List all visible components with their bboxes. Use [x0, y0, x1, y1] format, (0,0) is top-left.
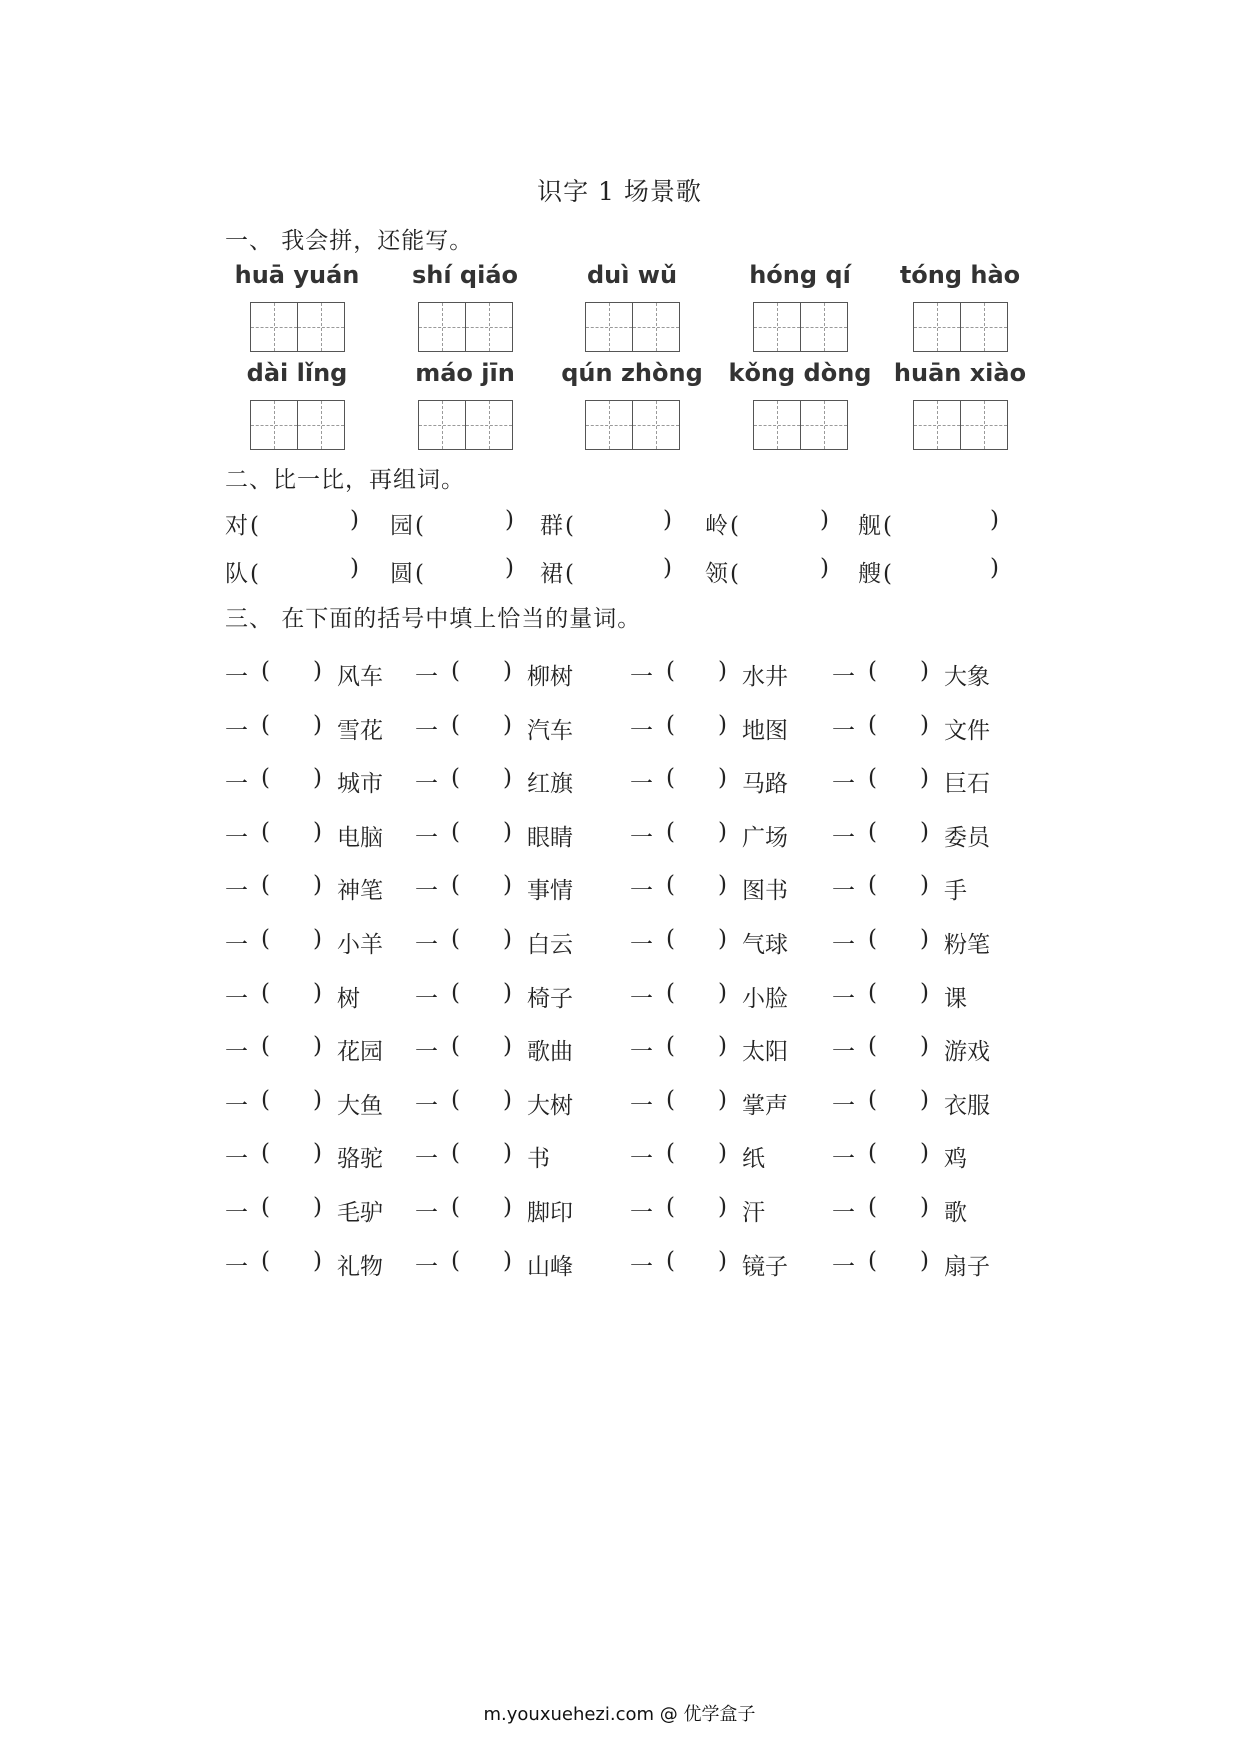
close-paren: )	[920, 658, 929, 684]
measure-prefix: 一	[832, 1039, 855, 1065]
close-paren: )	[920, 1248, 929, 1274]
noun-text: 眼睛	[527, 825, 573, 851]
close-paren: )	[503, 658, 512, 684]
compare-char: 裙	[540, 561, 563, 587]
pinyin-item	[212, 356, 382, 453]
open-paren: (	[666, 1140, 675, 1166]
pinyin-item	[212, 258, 382, 355]
close-paren: )	[920, 1194, 929, 1220]
section3-heading: 三、 在下面的括号中填上恰当的量词。	[225, 606, 642, 632]
noun-text: 马路	[742, 771, 788, 797]
measure-prefix: 一	[832, 932, 855, 958]
measure-prefix: 一	[630, 986, 653, 1012]
noun-text: 委员	[944, 825, 990, 851]
noun-text: 事情	[527, 878, 573, 904]
compare-item[interactable]	[390, 507, 514, 540]
measure-prefix: 一	[415, 932, 438, 958]
close-paren: )	[503, 926, 512, 952]
close-paren: )	[350, 507, 359, 533]
pinyin-item	[875, 258, 1045, 355]
compare-item[interactable]	[540, 507, 672, 540]
noun-text: 毛驴	[337, 1200, 383, 1226]
noun-text: 大象	[944, 664, 990, 690]
noun-text: 城市	[337, 771, 383, 797]
close-paren: )	[350, 555, 359, 581]
writing-box[interactable]	[418, 302, 513, 352]
close-paren: )	[990, 507, 999, 533]
writing-box[interactable]	[913, 302, 1008, 352]
open-paren: (	[868, 1194, 877, 1220]
close-paren: )	[503, 980, 512, 1006]
measure-prefix: 一	[415, 1146, 438, 1172]
open-paren: (	[261, 712, 270, 738]
writing-box-square[interactable]	[960, 303, 1007, 351]
noun-text: 大树	[527, 1093, 573, 1119]
pinyin-text: hóng qí	[749, 261, 851, 289]
noun-text: 山峰	[527, 1254, 573, 1280]
noun-text: 歌曲	[527, 1039, 573, 1065]
open-paren: (	[261, 980, 270, 1006]
measure-prefix: 一	[415, 718, 438, 744]
open-paren: (	[451, 765, 460, 791]
measure-prefix: 一	[225, 718, 248, 744]
noun-text: 地图	[742, 718, 788, 744]
close-paren: )	[718, 1087, 727, 1113]
footer-watermark: m.youxuehezi.com @ 优学盒子	[483, 1704, 756, 1725]
noun-text: 柳树	[527, 664, 573, 690]
writing-box-square[interactable]	[419, 401, 465, 449]
measure-prefix: 一	[225, 932, 248, 958]
pinyin-item	[715, 356, 885, 453]
measure-prefix: 一	[630, 932, 653, 958]
measure-prefix: 一	[832, 664, 855, 690]
measure-prefix: 一	[225, 878, 248, 904]
open-paren: (	[261, 1033, 270, 1059]
open-paren: (	[451, 926, 460, 952]
close-paren: )	[503, 819, 512, 845]
noun-text: 小脸	[742, 986, 788, 1012]
open-paren: (	[451, 1248, 460, 1274]
measure-prefix: 一	[832, 986, 855, 1012]
close-paren: )	[313, 926, 322, 952]
measure-prefix: 一	[225, 1200, 248, 1226]
noun-text: 神笔	[337, 878, 383, 904]
noun-text: 课	[944, 986, 967, 1012]
noun-text: 白云	[527, 932, 573, 958]
measure-prefix: 一	[832, 1093, 855, 1119]
measure-prefix: 一	[630, 1039, 653, 1065]
measure-prefix: 一	[225, 825, 248, 851]
noun-text: 图书	[742, 878, 788, 904]
close-paren: )	[313, 712, 322, 738]
compare-item[interactable]	[225, 507, 359, 540]
open-paren: (	[666, 872, 675, 898]
writing-box-square[interactable]	[297, 401, 344, 449]
noun-text: 游戏	[944, 1039, 990, 1065]
writing-box-square[interactable]	[960, 401, 1007, 449]
open-paren: (	[883, 513, 892, 539]
noun-text: 气球	[742, 932, 788, 958]
measure-prefix: 一	[415, 771, 438, 797]
open-paren: (	[666, 1194, 675, 1220]
open-paren: (	[868, 1087, 877, 1113]
measure-prefix: 一	[832, 718, 855, 744]
noun-text: 花园	[337, 1039, 383, 1065]
compare-char: 园	[390, 513, 413, 539]
noun-text: 椅子	[527, 986, 573, 1012]
close-paren: )	[718, 872, 727, 898]
close-paren: )	[718, 1194, 727, 1220]
measure-prefix: 一	[832, 825, 855, 851]
open-paren: (	[451, 1140, 460, 1166]
pinyin-item	[380, 258, 550, 355]
measure-prefix: 一	[630, 718, 653, 744]
measure-prefix: 一	[832, 1146, 855, 1172]
open-paren: (	[565, 561, 574, 587]
compare-char: 圆	[390, 561, 413, 587]
noun-text: 镜子	[742, 1254, 788, 1280]
close-paren: )	[313, 1033, 322, 1059]
open-paren: (	[666, 765, 675, 791]
close-paren: )	[820, 507, 829, 533]
close-paren: )	[313, 1248, 322, 1274]
close-paren: )	[920, 1033, 929, 1059]
pinyin-text: dài lǐng	[246, 359, 348, 387]
open-paren: (	[666, 980, 675, 1006]
writing-box-square[interactable]	[914, 303, 960, 351]
writing-box-square[interactable]	[800, 401, 847, 449]
close-paren: )	[718, 1033, 727, 1059]
measure-prefix: 一	[225, 1254, 248, 1280]
writing-box[interactable]	[418, 400, 513, 450]
noun-text: 骆驼	[337, 1146, 383, 1172]
pinyin-item	[547, 258, 717, 355]
measure-prefix: 一	[832, 771, 855, 797]
writing-box[interactable]	[585, 400, 680, 450]
close-paren: )	[313, 1140, 322, 1166]
measure-prefix: 一	[630, 1254, 653, 1280]
close-paren: )	[313, 1194, 322, 1220]
measure-prefix: 一	[630, 664, 653, 690]
writing-box-square[interactable]	[800, 303, 847, 351]
close-paren: )	[920, 765, 929, 791]
close-paren: )	[503, 712, 512, 738]
open-paren: (	[261, 872, 270, 898]
section2-heading: 二、比一比，再组词。	[225, 467, 465, 493]
open-paren: (	[666, 926, 675, 952]
compare-char: 对	[225, 513, 248, 539]
close-paren: )	[313, 980, 322, 1006]
measure-prefix: 一	[415, 664, 438, 690]
compare-char: 群	[540, 513, 563, 539]
compare-item[interactable]	[540, 555, 672, 588]
pinyin-text: kǒng dòng	[728, 359, 872, 387]
noun-text: 歌	[944, 1200, 967, 1226]
open-paren: (	[666, 658, 675, 684]
open-paren: (	[868, 658, 877, 684]
open-paren: (	[868, 1033, 877, 1059]
writing-box[interactable]	[753, 302, 848, 352]
compare-item[interactable]	[858, 507, 999, 540]
writing-box[interactable]	[913, 400, 1008, 450]
close-paren: )	[718, 1248, 727, 1274]
close-paren: )	[503, 1140, 512, 1166]
measure-prefix: 一	[630, 878, 653, 904]
open-paren: (	[451, 980, 460, 1006]
compare-item[interactable]	[705, 555, 829, 588]
section1-heading: 一、 我会拼，还能写。	[225, 228, 474, 254]
measure-prefix: 一	[832, 1200, 855, 1226]
close-paren: )	[920, 712, 929, 738]
compare-char: 舰	[858, 513, 881, 539]
close-paren: )	[920, 980, 929, 1006]
open-paren: (	[868, 819, 877, 845]
writing-box-square[interactable]	[251, 401, 297, 449]
writing-box-square[interactable]	[914, 401, 960, 449]
compare-char: 领	[705, 561, 728, 587]
close-paren: )	[313, 658, 322, 684]
close-paren: )	[920, 1087, 929, 1113]
writing-box-square[interactable]	[419, 303, 465, 351]
open-paren: (	[451, 712, 460, 738]
open-paren: (	[261, 1087, 270, 1113]
noun-text: 小羊	[337, 932, 383, 958]
noun-text: 电脑	[337, 825, 383, 851]
measure-prefix: 一	[630, 1093, 653, 1119]
close-paren: )	[718, 712, 727, 738]
open-paren: (	[666, 712, 675, 738]
noun-text: 广场	[742, 825, 788, 851]
compare-char: 岭	[705, 513, 728, 539]
open-paren: (	[868, 926, 877, 952]
pinyin-item	[380, 356, 550, 453]
compare-char: 队	[225, 561, 248, 587]
noun-text: 粉笔	[944, 932, 990, 958]
writing-box[interactable]	[250, 302, 345, 352]
close-paren: )	[820, 555, 829, 581]
noun-text: 脚印	[527, 1200, 573, 1226]
close-paren: )	[313, 765, 322, 791]
pinyin-text: qún zhòng	[561, 359, 703, 387]
close-paren: )	[503, 872, 512, 898]
open-paren: (	[868, 872, 877, 898]
close-paren: )	[920, 926, 929, 952]
measure-prefix: 一	[415, 986, 438, 1012]
noun-text: 鸡	[944, 1146, 967, 1172]
noun-text: 纸	[742, 1146, 765, 1172]
page-title: 识字 1 场景歌	[537, 177, 702, 206]
pinyin-item	[715, 258, 885, 355]
open-paren: (	[415, 513, 424, 539]
open-paren: (	[666, 1033, 675, 1059]
writing-box-square[interactable]	[754, 401, 800, 449]
open-paren: (	[883, 561, 892, 587]
close-paren: )	[990, 555, 999, 581]
pinyin-item	[547, 356, 717, 453]
close-paren: )	[718, 980, 727, 1006]
measure-prefix: 一	[225, 664, 248, 690]
open-paren: (	[666, 819, 675, 845]
noun-text: 掌声	[742, 1093, 788, 1119]
open-paren: (	[868, 1140, 877, 1166]
close-paren: )	[505, 507, 514, 533]
writing-box-square[interactable]	[754, 303, 800, 351]
writing-box-square[interactable]	[586, 401, 632, 449]
open-paren: (	[451, 872, 460, 898]
writing-box-square[interactable]	[251, 303, 297, 351]
close-paren: )	[920, 819, 929, 845]
close-paren: )	[313, 819, 322, 845]
open-paren: (	[261, 926, 270, 952]
open-paren: (	[451, 1087, 460, 1113]
noun-text: 礼物	[337, 1254, 383, 1280]
measure-prefix: 一	[225, 986, 248, 1012]
close-paren: )	[503, 765, 512, 791]
open-paren: (	[261, 1194, 270, 1220]
measure-prefix: 一	[415, 878, 438, 904]
noun-text: 红旗	[527, 771, 573, 797]
writing-box[interactable]	[250, 400, 345, 450]
measure-prefix: 一	[225, 771, 248, 797]
measure-prefix: 一	[832, 878, 855, 904]
open-paren: (	[451, 1194, 460, 1220]
close-paren: )	[503, 1033, 512, 1059]
open-paren: (	[451, 658, 460, 684]
measure-prefix: 一	[225, 1093, 248, 1119]
noun-text: 汗	[742, 1200, 765, 1226]
open-paren: (	[868, 980, 877, 1006]
measure-prefix: 一	[630, 1146, 653, 1172]
measure-prefix: 一	[415, 1039, 438, 1065]
noun-text: 衣服	[944, 1093, 990, 1119]
open-paren: (	[451, 819, 460, 845]
measure-prefix: 一	[415, 1254, 438, 1280]
measure-prefix: 一	[225, 1146, 248, 1172]
open-paren: (	[261, 1140, 270, 1166]
close-paren: )	[920, 872, 929, 898]
pinyin-text: duì wǔ	[586, 261, 678, 289]
pinyin-text: shí qiáo	[411, 261, 519, 289]
close-paren: )	[920, 1140, 929, 1166]
close-paren: )	[718, 819, 727, 845]
noun-text: 手	[944, 878, 967, 904]
pinyin-item	[875, 356, 1045, 453]
measure-prefix: 一	[630, 825, 653, 851]
measure-prefix: 一	[415, 1093, 438, 1119]
open-paren: (	[250, 561, 259, 587]
open-paren: (	[730, 513, 739, 539]
writing-box-square[interactable]	[465, 303, 512, 351]
open-paren: (	[730, 561, 739, 587]
pinyin-text: máo jīn	[415, 359, 515, 387]
open-paren: (	[868, 765, 877, 791]
pinyin-text: huān xiào	[893, 359, 1027, 387]
compare-item[interactable]	[705, 507, 829, 540]
close-paren: )	[663, 555, 672, 581]
open-paren: (	[451, 1033, 460, 1059]
compare-item[interactable]	[858, 555, 999, 588]
open-paren: (	[868, 1248, 877, 1274]
writing-box[interactable]	[585, 302, 680, 352]
measure-prefix: 一	[630, 1200, 653, 1226]
open-paren: (	[415, 561, 424, 587]
measure-prefix: 一	[832, 1254, 855, 1280]
pinyin-text: tóng hào	[899, 261, 1021, 289]
close-paren: )	[718, 765, 727, 791]
compare-item[interactable]	[225, 555, 359, 588]
noun-text: 太阳	[742, 1039, 788, 1065]
measure-prefix: 一	[415, 1200, 438, 1226]
measure-prefix: 一	[630, 771, 653, 797]
writing-box[interactable]	[753, 400, 848, 450]
open-paren: (	[261, 819, 270, 845]
writing-box-square[interactable]	[586, 303, 632, 351]
open-paren: (	[250, 513, 259, 539]
open-paren: (	[565, 513, 574, 539]
close-paren: )	[313, 1087, 322, 1113]
writing-box-square[interactable]	[297, 303, 344, 351]
noun-text: 汽车	[527, 718, 573, 744]
close-paren: )	[718, 1140, 727, 1166]
noun-text: 书	[527, 1146, 550, 1172]
close-paren: )	[663, 507, 672, 533]
noun-text: 文件	[944, 718, 990, 744]
noun-text: 雪花	[337, 718, 383, 744]
writing-box-square[interactable]	[632, 303, 679, 351]
open-paren: (	[261, 658, 270, 684]
noun-text: 大鱼	[337, 1093, 383, 1119]
noun-text: 扇子	[944, 1254, 990, 1280]
close-paren: )	[503, 1194, 512, 1220]
open-paren: (	[261, 1248, 270, 1274]
compare-char: 艘	[858, 561, 881, 587]
measure-prefix: 一	[415, 825, 438, 851]
pinyin-text: huā yuán	[234, 261, 360, 289]
open-paren: (	[666, 1087, 675, 1113]
noun-text: 树	[337, 986, 360, 1012]
writing-box-square[interactable]	[632, 401, 679, 449]
writing-box-square[interactable]	[465, 401, 512, 449]
open-paren: (	[666, 1248, 675, 1274]
noun-text: 水井	[742, 664, 788, 690]
close-paren: )	[503, 1087, 512, 1113]
close-paren: )	[718, 926, 727, 952]
open-paren: (	[868, 712, 877, 738]
measure-prefix: 一	[225, 1039, 248, 1065]
noun-text: 巨石	[944, 771, 990, 797]
close-paren: )	[313, 872, 322, 898]
noun-text: 风车	[337, 664, 383, 690]
open-paren: (	[261, 765, 270, 791]
compare-item[interactable]	[390, 555, 514, 588]
close-paren: )	[718, 658, 727, 684]
close-paren: )	[503, 1248, 512, 1274]
close-paren: )	[505, 555, 514, 581]
